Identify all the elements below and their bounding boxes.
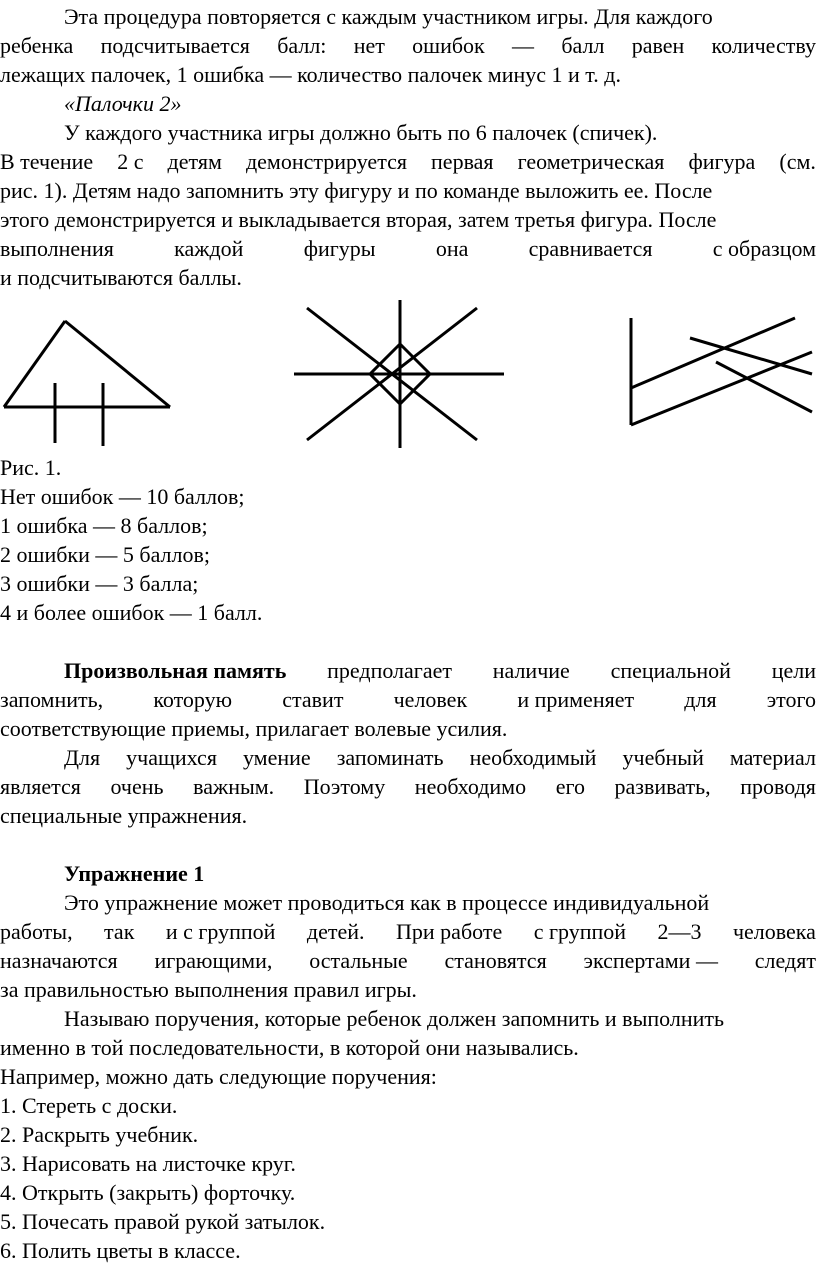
word: человека: [732, 919, 816, 944]
word: предполагает: [327, 658, 452, 683]
text-line-justified: [0, 743, 816, 772]
text-line-justified: [0, 946, 816, 975]
figure-star: [290, 300, 510, 450]
text-line: специальные упражнения.: [0, 803, 248, 828]
word: становятся: [444, 948, 547, 973]
word: равен: [631, 33, 685, 58]
score-line: 1 ошибка — 8 баллов;: [0, 513, 208, 538]
text-line-justified: [0, 685, 816, 714]
word: первая: [431, 149, 494, 174]
word: запоминать: [336, 745, 444, 770]
word: необходимый: [469, 745, 597, 770]
word: детям: [167, 149, 222, 174]
text-line-justified: [0, 234, 816, 263]
word: умение: [242, 745, 311, 770]
word: развивать,: [614, 774, 711, 799]
text-line: Называю поручения, которые ребенок должен запомнить и выполнить: [64, 1006, 725, 1031]
word: ребенка: [0, 33, 74, 58]
score-line: 4 и более ошибок — 1 балл.: [0, 600, 263, 625]
word: экспертами —: [583, 948, 718, 973]
word: остальные: [309, 948, 408, 973]
text-line-justified: [0, 772, 816, 801]
exercise-heading: [0, 859, 816, 888]
text-line: за правильностью выполнения правил игры.: [0, 977, 417, 1002]
text-line-justified: [0, 917, 816, 946]
word: балл:: [277, 33, 327, 58]
text-line: этого демонстрируется и выкладывается вторая, затем третья фигура. После: [0, 207, 717, 232]
word: является: [0, 774, 81, 799]
word: важным.: [193, 774, 275, 799]
exercise-heading-text: Упражнение 1: [64, 861, 205, 886]
section-heading-text: «Палочки 2»: [64, 91, 182, 116]
word: фигура: [688, 149, 756, 174]
word: детей.: [306, 919, 365, 944]
word: В течение: [0, 149, 94, 174]
word: для: [684, 687, 717, 712]
task-item: 5. Почесать правой рукой затылок.: [0, 1209, 326, 1234]
word: 2 с: [117, 149, 144, 174]
word: человек: [393, 687, 468, 712]
word: запомнить,: [0, 687, 104, 712]
word: Поэтому: [303, 774, 386, 799]
text-line: лежащих палочек, 1 ошибка — количество палочек минус 1 и т. д.: [0, 62, 621, 87]
word: цели: [771, 658, 816, 683]
word: количеству: [711, 33, 816, 58]
word: назначаются: [0, 948, 118, 973]
word: материал: [729, 745, 816, 770]
word: с группой: [533, 919, 627, 944]
word: очень: [110, 774, 164, 799]
text-line: рис. 1). Детям надо запомнить эту фигуру и по команде выложить ее. После: [0, 178, 713, 203]
figure-caption: Рис. 1.: [0, 455, 62, 480]
word: его: [555, 774, 585, 799]
word: демонстрируется: [245, 149, 407, 174]
task-item: 1. Стереть с доски.: [0, 1093, 178, 1118]
word: следят: [754, 948, 816, 973]
word: геометрическая: [517, 149, 665, 174]
word: играющими,: [154, 948, 273, 973]
word: этого: [766, 687, 816, 712]
word: балл: [561, 33, 605, 58]
word: проводя: [740, 774, 816, 799]
score-line: Нет ошибок — 10 баллов;: [0, 484, 245, 509]
text-line: У каждого участника игры должно быть по 6 палочек (спичек).: [64, 120, 658, 145]
word: сравнивается: [528, 236, 653, 261]
text-line-justified: [0, 147, 816, 176]
task-item: 6. Полить цветы в классе.: [0, 1238, 241, 1263]
text-line: Эта процедура повторяется с каждым участником игры. Для каждого: [64, 4, 713, 29]
task-item: 3. Нарисовать на листочке круг.: [0, 1151, 296, 1176]
text-line: именно в той последовательности, в которой они назывались.: [0, 1035, 579, 1060]
text-line: Это упражнение может проводиться как в процессе индивидуальной: [64, 890, 710, 915]
word: учебный: [622, 745, 704, 770]
word: которую: [153, 687, 233, 712]
word: ставит: [282, 687, 344, 712]
word: ошибок: [412, 33, 485, 58]
task-item: 4. Открыть (закрыть) форточку.: [0, 1180, 296, 1205]
text-line-justified: [0, 656, 816, 685]
word: и применяет: [517, 687, 635, 712]
word: с образцом: [712, 236, 816, 261]
figure-lines: [620, 310, 816, 435]
word: 2—3: [657, 919, 702, 944]
word: учащихся: [126, 745, 217, 770]
section-heading: [0, 89, 816, 118]
word: нет: [353, 33, 385, 58]
word: так: [104, 919, 135, 944]
word: —: [512, 33, 535, 58]
bold-term: Произвольная память: [64, 658, 287, 683]
text-line: соответствующие приемы, прилагает волевые усилия.: [0, 716, 508, 741]
text-line: Например, можно дать следующие поручения:: [0, 1064, 437, 1089]
word: специальной: [610, 658, 731, 683]
word: подсчитывается: [100, 33, 250, 58]
word: фигуры: [303, 236, 376, 261]
score-line: 2 ошибки — 5 баллов;: [0, 542, 210, 567]
word: Для: [64, 745, 101, 770]
word: (см.: [779, 149, 816, 174]
word: наличие: [492, 658, 570, 683]
score-line: 3 ошибки — 3 балла;: [0, 571, 199, 596]
word: работы,: [0, 919, 73, 944]
word: и с группой: [165, 919, 276, 944]
word: каждой: [174, 236, 244, 261]
word: она: [435, 236, 469, 261]
text-line: и подсчитываются баллы.: [0, 265, 242, 290]
word: При работе: [396, 919, 503, 944]
task-item: 2. Раскрыть учебник.: [0, 1122, 199, 1147]
word: необходимо: [414, 774, 527, 799]
text-line-justified: [0, 31, 816, 60]
figure-triangle: [0, 315, 180, 450]
word: выполнения: [0, 236, 114, 261]
